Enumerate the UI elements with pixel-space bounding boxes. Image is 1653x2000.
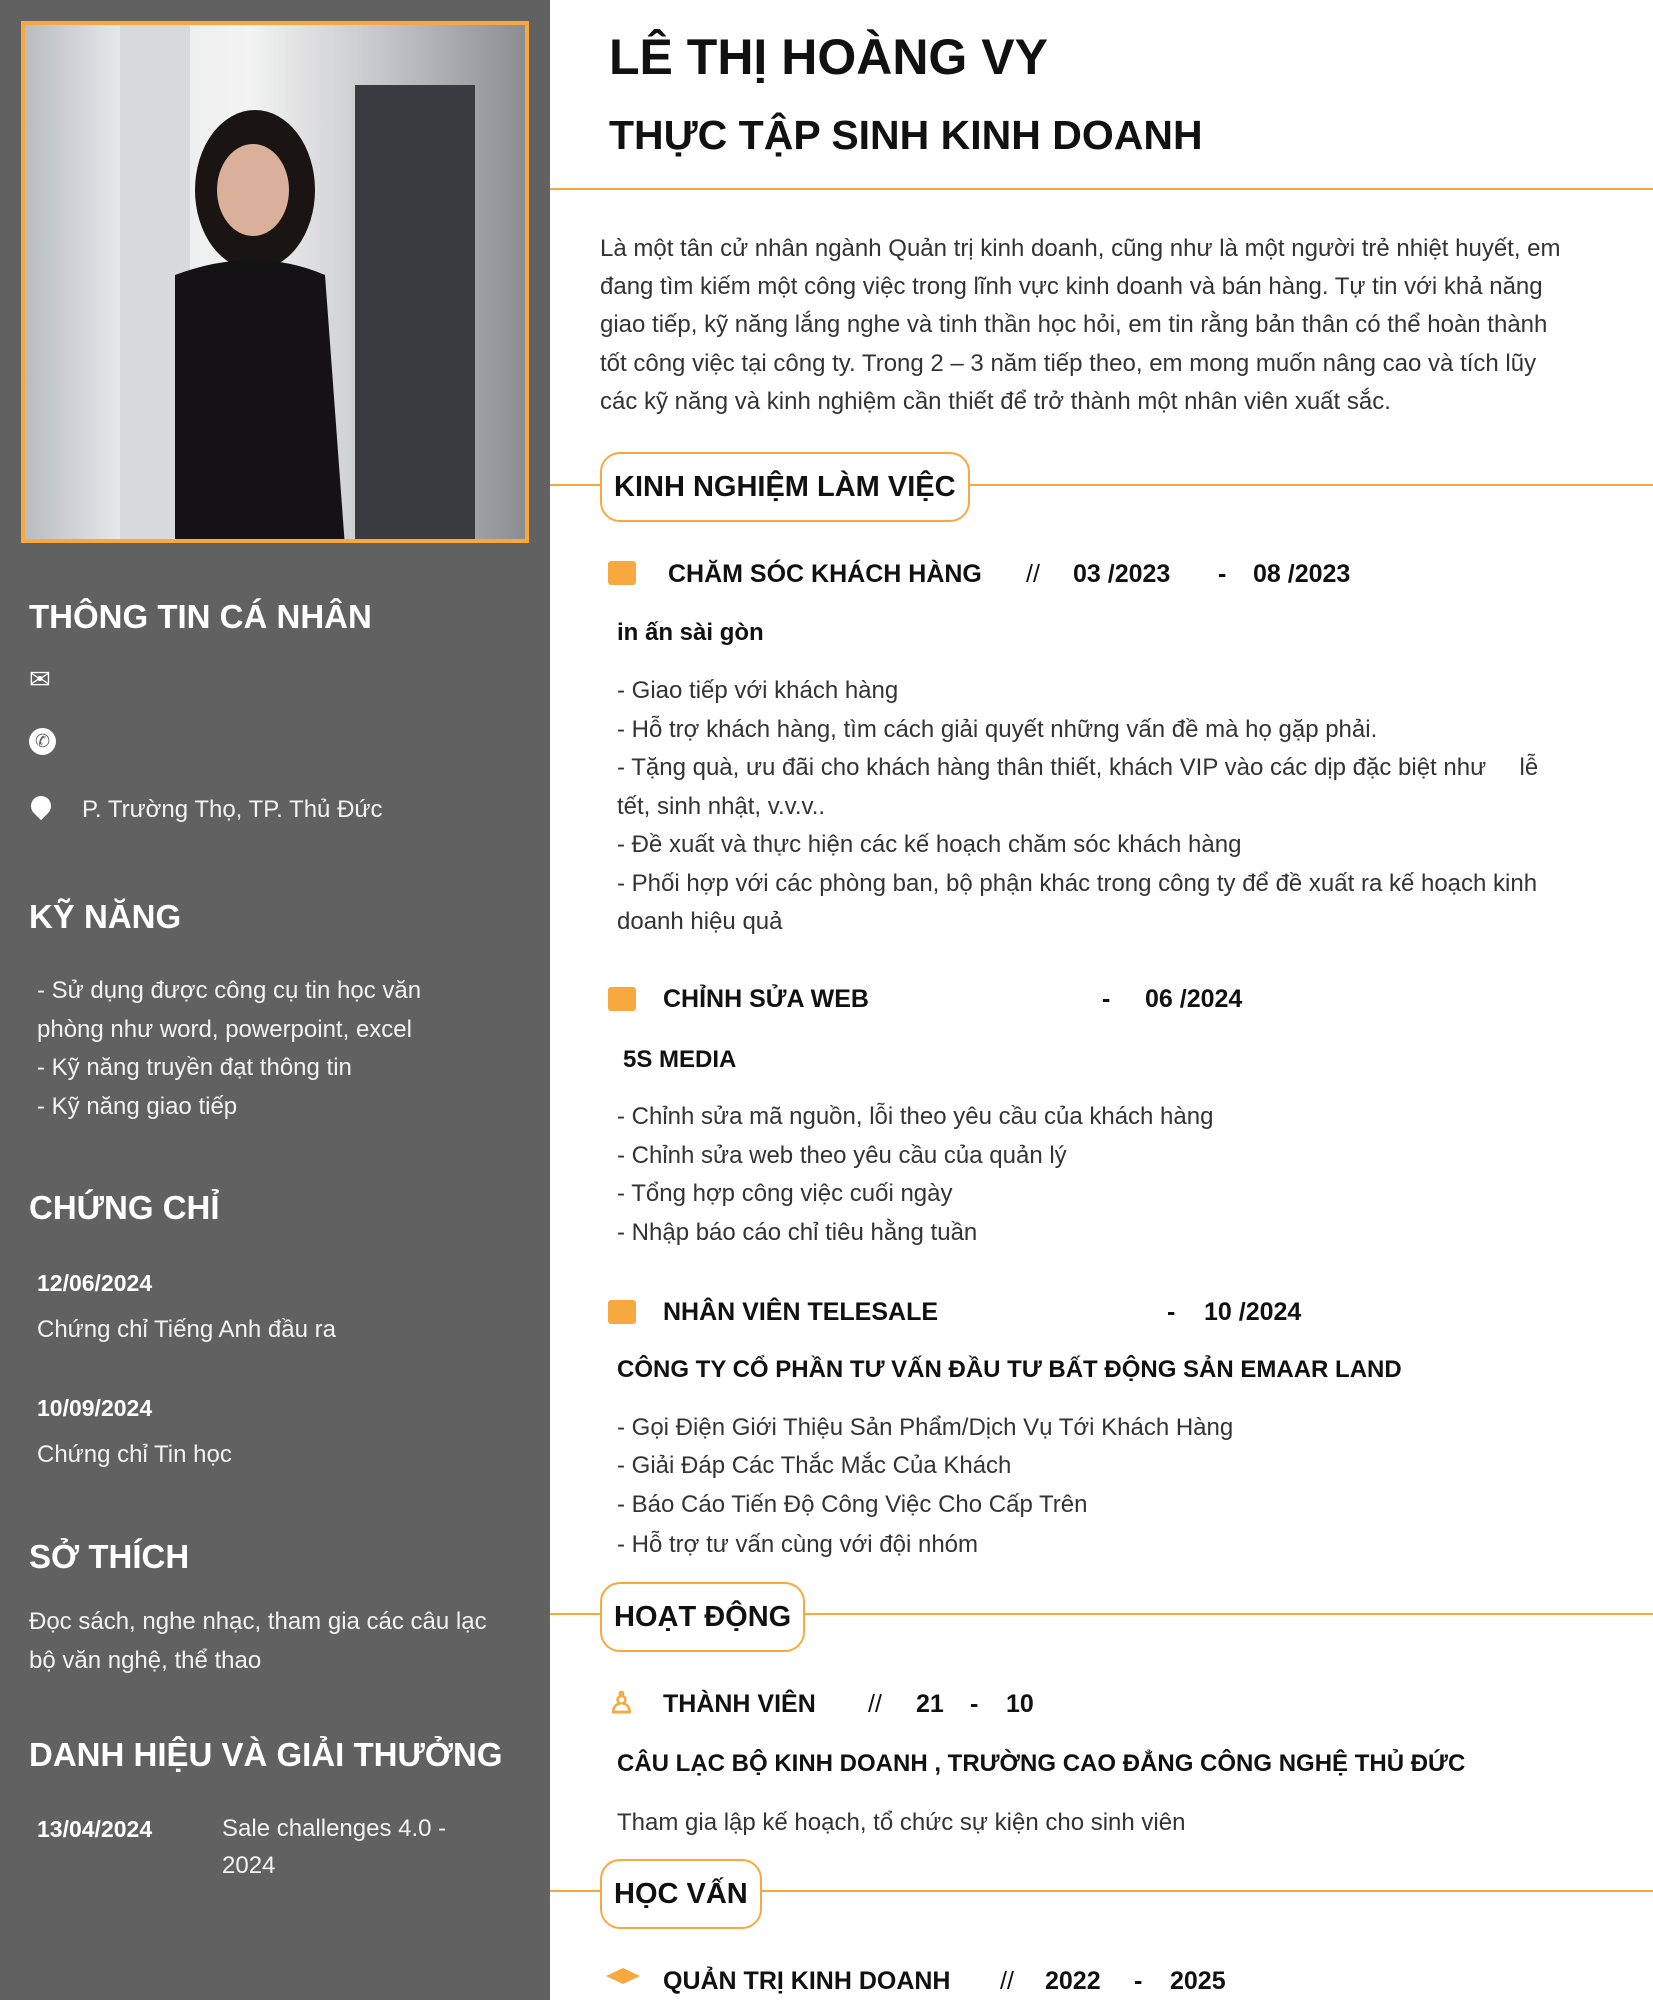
cert-name: Chứng chỉ Tin học [37,1441,232,1468]
cert-date: 12/06/2024 [37,1270,153,1296]
education-major: QUẢN TRỊ KINH DOANH [663,1967,951,1995]
hobby-line: bộ văn nghệ, thể thao [29,1647,262,1674]
person-icon: ♙ [608,1687,635,1720]
awards-heading: DANH HIỆU VÀ GIẢI THƯỞNG [29,1736,503,1773]
job-bullet: tết, sinh nhật, v.v.v.. [617,793,826,820]
personal-info-heading: THÔNG TIN CÁ NHÂN [29,598,372,635]
award-name: Sale challenges 4.0 - [222,1815,447,1842]
hobbies-heading: SỞ THÍCH [29,1538,190,1575]
divider [550,188,1653,190]
company-name: 5S MEDIA [623,1046,737,1073]
job-bullet: - Nhập báo cáo chỉ tiêu hằng tuần [617,1219,978,1246]
skill-line: phòng như word, powerpoint, excel [37,1016,412,1043]
summary-line: tốt công việc tại công ty. Trong 2 – 3 năm tiếp theo, em mong muốn nâng cao và tích lũy [600,350,1537,377]
activity-start: 21 [916,1690,944,1718]
job-bullet: - Hỗ trợ khách hàng, tìm cách giải quyết những vấn đề mà họ gặp phải. [617,716,1378,743]
briefcase-icon [608,561,636,585]
job-start-date: 03 /2023 [1073,560,1171,588]
summary-line: đang tìm kiếm một công việc trong lĩnh vực kinh doanh và bán hàng. Tự tin với khả năng [600,273,1543,300]
job-bullet: - Phối hợp với các phòng ban, bộ phận khác trong công ty để đề xuất ra kế hoạch kinh [617,870,1538,897]
activity-org: CÂU LẠC BỘ KINH DOANH , TRƯỜNG CAO ĐẲNG CÔNG NGHỆ THỦ ĐỨC [617,1750,1466,1777]
skill-line: - Sử dụng được công cụ tin học văn [37,977,422,1004]
date-separator: // [1026,560,1040,588]
job-role: CHỈNH SỬA WEB [663,985,869,1013]
job-bullet: - Tổng hợp công việc cuối ngày [617,1180,953,1207]
job-bullet: - Giao tiếp với khách hàng [617,677,899,704]
summary-line: Là một tân cử nhân ngành Quản trị kinh doanh, cũng như là một người trẻ nhiệt huyết, em [600,235,1561,262]
cert-date: 10/09/2024 [37,1395,153,1421]
job-bullet: - Tặng quà, ưu đãi cho khách hàng thân thiết, khách VIP vào các dịp đặc biệt như lễ [617,754,1539,781]
job-bullet: doanh hiệu quả [617,908,783,935]
date-dash: - [970,1690,979,1718]
sidebar [0,0,550,2000]
skill-line: - Kỹ năng truyền đạt thông tin [37,1054,352,1081]
job-bullet: - Báo Cáo Tiến Độ Công Việc Cho Cấp Trên [617,1491,1088,1518]
briefcase-icon [608,987,636,1011]
phone-icon: ✆ [29,728,56,755]
job-bullet: - Gọi Điện Giới Thiệu Sản Phẩm/Dịch Vụ Tới Khách Hàng [617,1414,1234,1441]
activity-role: THÀNH VIÊN [663,1690,816,1718]
date-dash: - [1134,1967,1143,1995]
education-end: 2025 [1170,1967,1226,1995]
activity-end: 10 [1006,1690,1034,1718]
job-role: CHĂM SÓC KHÁCH HÀNG [668,560,982,588]
date-dash: - [1167,1298,1176,1326]
date-separator: // [1000,1967,1014,1995]
briefcase-icon [608,1300,636,1324]
date-separator: // [868,1690,882,1718]
experience-heading: KINH NGHIỆM LÀM VIỆC [600,452,970,522]
hobby-line: Đọc sách, nghe nhạc, tham gia các câu lạc [29,1608,487,1635]
job-bullet: - Hỗ trợ tư vấn cùng với đội nhóm [617,1531,979,1558]
graduation-cap-icon [606,1968,640,1988]
email-icon: ✉ [29,664,51,694]
activities-heading: HOẠT ĐỘNG [600,1582,805,1652]
job-bullet: - Chỉnh sửa web theo yêu cầu của quản lý [617,1142,1067,1169]
summary-line: giao tiếp, kỹ năng lắng nghe và tinh thần học hỏi, em tin rằng bản thân có thể hoàn thành [600,311,1548,338]
activity-desc: Tham gia lập kế hoạch, tổ chức sự kiện cho sinh viên [617,1809,1186,1836]
cert-name: Chứng chỉ Tiếng Anh đầu ra [37,1316,336,1343]
company-name: CÔNG TY CỔ PHẦN TƯ VẤN ĐẦU TƯ BẤT ĐỘNG SẢN EMAAR LAND [617,1356,1402,1383]
award-name: 2024 [222,1852,276,1879]
skill-line: - Kỹ năng giao tiếp [37,1093,238,1120]
job-end-date: 10 /2024 [1204,1298,1302,1326]
job-bullet: - Đề xuất và thực hiện các kế hoạch chăm sóc khách hàng [617,831,1242,858]
job-bullet: - Giải Đáp Các Thắc Mắc Của Khách [617,1452,1012,1479]
date-dash: - [1218,560,1227,588]
job-end-date: 08 /2023 [1253,560,1351,588]
job-end-date: 06 /2024 [1145,985,1243,1013]
education-start: 2022 [1045,1967,1101,1995]
company-name: in ấn sài gòn [617,619,764,646]
candidate-name: LÊ THỊ HOÀNG VY [609,29,1048,85]
award-date: 13/04/2024 [37,1816,153,1842]
job-role: NHÂN VIÊN TELESALE [663,1298,939,1326]
profile-photo [21,21,529,543]
summary-line: các kỹ năng và kinh nghiệm cần thiết để trở thành một nhân viên xuất sắc. [600,388,1391,415]
job-bullet: - Chỉnh sửa mã nguồn, lỗi theo yêu cầu của khách hàng [617,1103,1214,1130]
date-dash: - [1102,985,1111,1013]
job-title: THỰC TẬP SINH KINH DOANH [609,112,1203,158]
skills-heading: KỸ NĂNG [29,898,182,935]
education-heading: HỌC VẤN [600,1859,762,1929]
certs-heading: CHỨNG CHỈ [29,1189,220,1226]
address-text: P. Trường Thọ, TP. Thủ Đức [82,796,383,823]
location-icon [27,792,55,820]
